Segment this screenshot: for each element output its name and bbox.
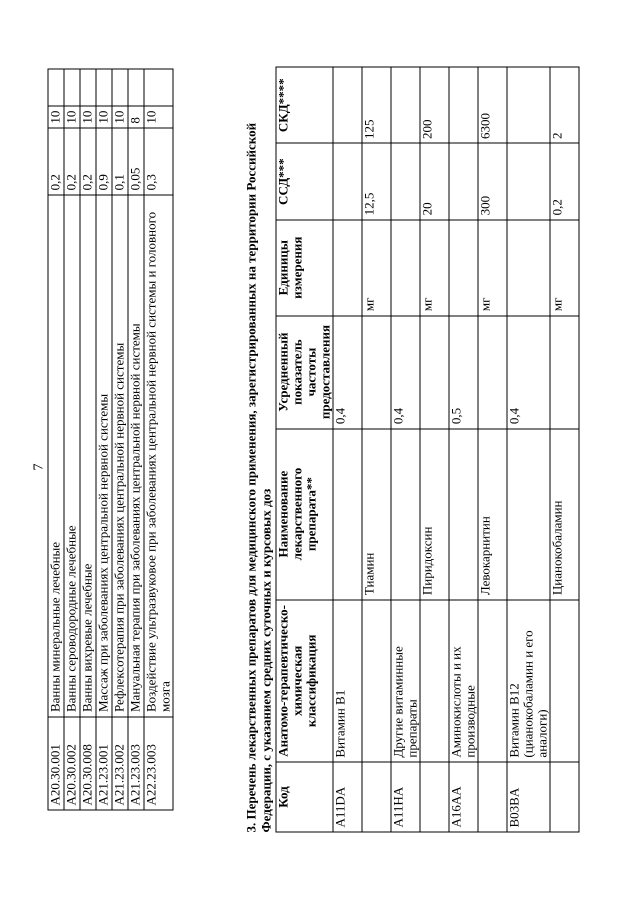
drug-name: Левокарнитин: [478, 429, 507, 600]
drug-ssd: [507, 143, 550, 219]
table-row: [333, 67, 362, 832]
header-frequency: Усредненный показатель частоты предоставления: [276, 316, 333, 429]
drug-ssd: 20: [420, 143, 449, 219]
table-row: [112, 69, 128, 810]
service-multiplicity: 10: [112, 106, 128, 128]
header-drug-name: Наименование лекарственного препарата**: [276, 429, 333, 600]
page-number: 7: [31, 463, 47, 471]
service-multiplicity: 10: [144, 106, 173, 128]
drug-name: [507, 429, 550, 600]
drug-frequency: 0,4: [391, 316, 420, 429]
drug-atc: [478, 600, 507, 762]
table-row: [48, 69, 64, 810]
empty-cell: [48, 69, 64, 106]
table-row: [144, 69, 173, 810]
service-frequency: 0,3: [144, 128, 173, 195]
service-code: A20.30.008: [80, 717, 96, 810]
service-code: A22.23.003: [144, 717, 173, 810]
drug-ssd: 0,2: [550, 143, 579, 219]
table-row: [507, 67, 550, 832]
table-row: [550, 67, 579, 832]
drug-skd: 2: [550, 67, 579, 143]
drug-code: A11DA: [333, 762, 362, 832]
section-title: 3. Перечень лекарственных препаратов для медицинского применения, зарегистрированных на территории Российской Федерации, с указанием средних суточных и курсовых доз: [243, 122, 274, 833]
drug-name: [391, 429, 420, 600]
service-frequency: 0,9: [96, 128, 112, 195]
service-name: Рефлексотерапия при заболеваниях центральной нервной системы: [112, 195, 128, 717]
service-multiplicity: 10: [64, 106, 80, 128]
services-table: [48, 69, 174, 811]
drug-skd: [449, 67, 478, 143]
drug-code: [362, 762, 391, 832]
service-frequency: 0,2: [48, 128, 64, 195]
drug-atc: Витамин B1: [333, 600, 362, 762]
drug-unit: мг: [550, 220, 579, 316]
service-code: A20.30.002: [64, 717, 80, 810]
drug-frequency: [362, 316, 391, 429]
drug-name: Пиридоксин: [420, 429, 449, 600]
service-frequency: 0,2: [64, 128, 80, 195]
table-row: [391, 67, 420, 832]
drug-code: A11HA: [391, 762, 420, 832]
empty-cell: [64, 69, 80, 106]
drug-ssd: [333, 143, 362, 219]
drug-name: Тиамин: [362, 429, 391, 600]
empty-cell: [144, 69, 173, 106]
header-code: Код: [276, 762, 333, 832]
drug-code: [550, 762, 579, 832]
drugs-table-body: [333, 67, 579, 832]
drug-ssd: [391, 143, 420, 219]
services-table-body: [48, 69, 173, 810]
drug-unit: [391, 220, 420, 316]
drug-atc: [362, 600, 391, 762]
drug-frequency: [478, 316, 507, 429]
service-name: Воздействие ультразвуковое при заболеваниях центральной нервной системы и головного мозга: [144, 195, 173, 717]
drug-skd: 200: [420, 67, 449, 143]
service-code: A21.23.002: [112, 717, 128, 810]
drug-atc: Другие витаминные препараты: [391, 600, 420, 762]
drug-code: B03BA: [507, 762, 550, 832]
table-row: [449, 67, 478, 832]
drug-skd: [507, 67, 550, 143]
service-multiplicity: 10: [48, 106, 64, 128]
drug-frequency: [550, 316, 579, 429]
table-row: [420, 67, 449, 832]
drug-skd: 125: [362, 67, 391, 143]
rotated-content: [28, 63, 613, 843]
service-frequency: 0,05: [128, 128, 144, 195]
service-name: Ванны минеральные лечебные: [48, 195, 64, 717]
table-row: [96, 69, 112, 810]
header-atc: Анатомо-терапевтическо-химическая классификация: [276, 600, 333, 762]
drug-name: [449, 429, 478, 600]
table-row: [128, 69, 144, 810]
drug-atc: [550, 600, 579, 762]
service-name: Мануальная терапия при заболеваниях центральной нервной системы: [128, 195, 144, 717]
empty-cell: [80, 69, 96, 106]
drug-code: A16AA: [449, 762, 478, 832]
drug-name: Цианокобаламин: [550, 429, 579, 600]
drug-code: [478, 762, 507, 832]
service-multiplicity: 10: [80, 106, 96, 128]
service-code: A21.23.001: [96, 717, 112, 810]
drug-frequency: [420, 316, 449, 429]
service-name: Ванны вихревые лечебные: [80, 195, 96, 717]
empty-cell: [96, 69, 112, 106]
service-name: Массаж при заболеваниях центральной нервной системы: [96, 195, 112, 717]
drug-atc: [420, 600, 449, 762]
drugs-header-row: [276, 67, 333, 832]
table-row: [478, 67, 507, 832]
drugs-table: [276, 67, 580, 833]
service-code: A20.30.001: [48, 717, 64, 810]
drug-ssd: [449, 143, 478, 219]
drug-frequency: 0,4: [333, 316, 362, 429]
table-row: [362, 67, 391, 832]
drug-unit: мг: [478, 220, 507, 316]
table-row: [64, 69, 80, 810]
empty-cell: [128, 69, 144, 106]
drug-name: [333, 429, 362, 600]
service-multiplicity: 10: [96, 106, 112, 128]
drug-skd: [391, 67, 420, 143]
drug-frequency: 0,4: [507, 316, 550, 429]
drug-unit: мг: [420, 220, 449, 316]
header-skd: СКД****: [276, 67, 333, 143]
header-ssd: ССД***: [276, 143, 333, 219]
table-row: [80, 69, 96, 810]
service-multiplicity: 8: [128, 106, 144, 128]
drug-ssd: 300: [478, 143, 507, 219]
drug-code: [420, 762, 449, 832]
drug-unit: [333, 220, 362, 316]
empty-cell: [112, 69, 128, 106]
drug-skd: [333, 67, 362, 143]
service-name: Ванны сероводородные лечебные: [64, 195, 80, 717]
service-frequency: 0,2: [80, 128, 96, 195]
drug-frequency: 0,5: [449, 316, 478, 429]
service-frequency: 0,1: [112, 128, 128, 195]
drug-unit: [449, 220, 478, 316]
drug-unit: мг: [362, 220, 391, 316]
service-code: A21.23.003: [128, 717, 144, 810]
drug-atc: Витамин B12 (цианокобаламин и его аналоги): [507, 600, 550, 762]
drug-ssd: 12,5: [362, 143, 391, 219]
drug-unit: [507, 220, 550, 316]
drug-atc: Аминокислоты и их производные: [449, 600, 478, 762]
header-unit: Единицы измерения: [276, 220, 333, 316]
drug-skd: 6300: [478, 67, 507, 143]
